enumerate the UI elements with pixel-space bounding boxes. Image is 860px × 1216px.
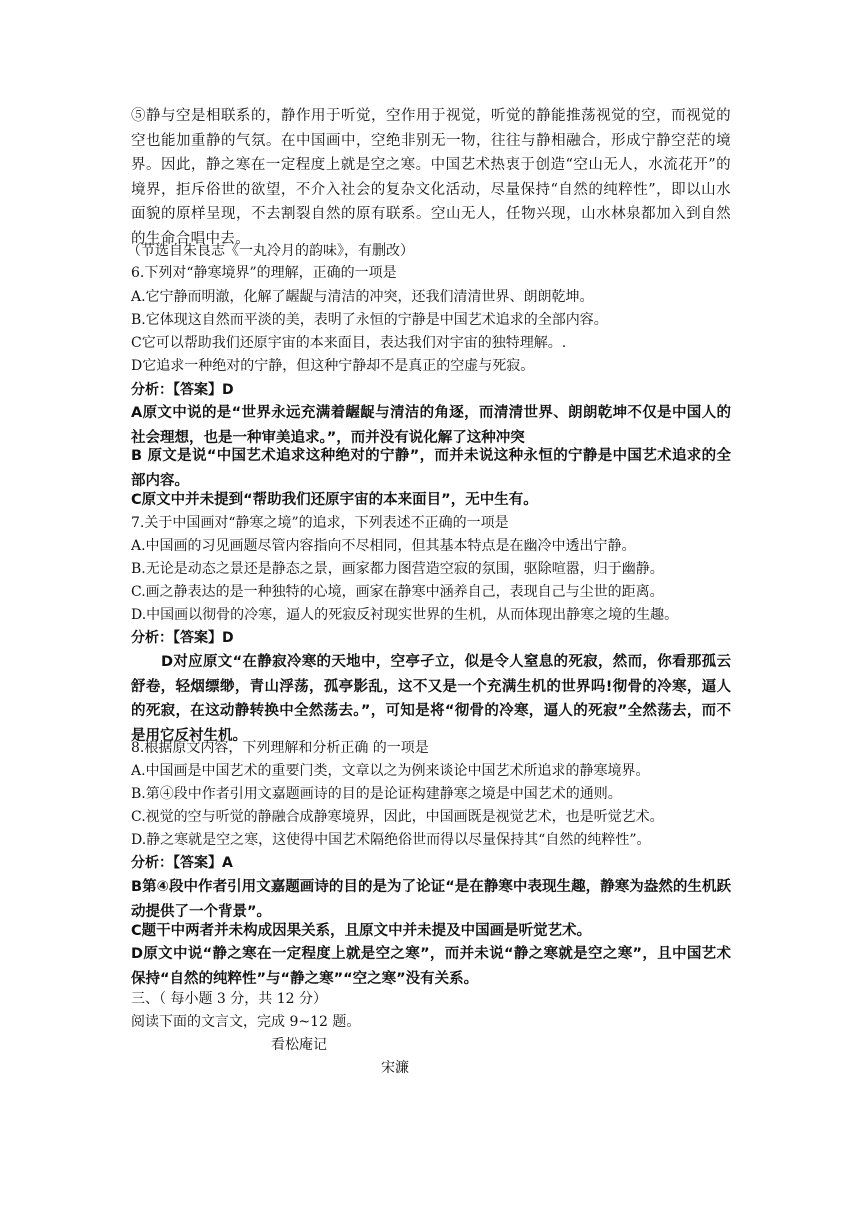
q6-analysis-a: A原文中说的是“世界永远充满着龌龊与清洁的角逐，而清清世界、朗朗乾坤不仅是中国人的社会理想，也是一种审美追求。”，而并没有说化解了这种冲突 [131,405,731,446]
section-3-heading: 三、（ 每小题 3 分，共 12 分） [131,991,327,1007]
q8-option-d: D.静之寒就是空之寒，这使得中国艺术隔绝俗世而得以尽量保持其“自然的纯粹性”。 [131,832,651,848]
q6-option-b: B.它体现这自然而平淡的美，表明了永恒的宁静是中国艺术追求的全部内容。 [131,312,608,328]
q6-option-a: A.它宁静而明澈，化解了龌龊与清洁的冲突，还我们清清世界、朗朗乾坤。 [131,289,594,305]
q8-option-b: B.第④段中作者引用文嘉题画诗的目的是论证构建静寒之境是中国艺术的通则。 [131,786,622,802]
passage-paragraph-5: ⑤静与空是相联系的，静作用于听觉，空作用于视觉，听觉的静能推荡视觉的空，而视觉的空也能加重静的气氛。在中国画中，空绝非别无一物，往往与静相融合，形成宁静空茫的境界。因此，静之寒在一定程度上就是空之寒。中国艺术热衷于创造“空山无人，水流花开”的境界，拒斥俗世的欲望，不介入社会的复杂文化活动，尽量保持“自然的纯粹性”，即以山水面貌的原样呈现，不去割裂自然的原有联系。空山无人，任物兴现，山水林泉都加入到自然的生命合唱中去。 [131,108,731,247]
q6-stem: 6.下列对“静寒境界”的理解，正确的一项是 [131,265,397,281]
passage-source: （节选自朱良志《一丸冷月的韵味》，有删改） [127,243,414,259]
q8-analysis-d: D原文中说“静之寒在一定程度上就是空之寒”，而并未说“静之寒就是空之寒”，且中国艺术保持“自然的纯粹性”与“静之寒”“空之寒”没有关系。 [131,946,731,987]
q6-option-c: C它可以帮助我们还原宇宙的本来面目，表达我们对宇宙的独特理解。. [131,335,567,351]
q6-analysis-c: C原文中并未提到“帮助我们还原宇宙的本来面目”，无中生有。 [131,492,538,508]
q7-option-c: C.画之静表达的是一种独特的心境，画家在静寒中涵养自己，表现自己与尘世的距离。 [131,584,664,600]
text-author: 宋濂 [381,1060,409,1076]
q7-option-a: A.中国画的习见画题尽管内容指向不尽相同，但其基本特点是在幽冷中透出宁静。 [131,538,636,554]
section-3-instruction: 阅读下面的文言文，完成 9~12 题。 [131,1014,361,1030]
q8-stem: 8.根据原文内容，下列理解和分析正确 的一项是 [131,740,429,756]
text-title: 看松庵记 [271,1037,327,1053]
q7-answer: 分析：【答案】D [131,630,234,646]
q8-analysis-b: B第④段中作者引用文嘉题画诗的目的是为了论证“是在静寒中表现生趣，静寒为盎然的生机跃动提供了一个背景”。 [131,879,731,920]
q8-option-c: C.视觉的空与听觉的静融合成静寒境界，因此，中国画既是视觉艺术，也是听觉艺术。 [131,809,664,825]
q7-option-d: D.中国画以彻骨的冷寒，逼人的死寂反衬现实世界的生机，从而体现出静寒之境的生趣。 [131,607,679,623]
q7-stem: 7.关于中国画对“静寒之境”的追求，下列表述不正确的一项是 [131,515,509,531]
q6-analysis-b: B 原文是说“中国艺术追求这种绝对的宁静”，而并未说这种永恒的宁静是中国艺术追求的全部内容。 [131,448,731,489]
q7-option-b: B.无论是动态之景还是静态之景，画家都力图营造空寂的氛围，驱除喧嚣，归于幽静。 [131,561,664,577]
q8-analysis-c: C题干中两者并未构成因果关系，且原文中并未提及中国画是听觉艺术。 [131,923,592,939]
q8-option-a: A.中国画是中国艺术的重要门类，文章以之为例来谈论中国艺术所追求的静寒境界。 [131,763,650,779]
q6-answer: 分析：【答案】D [131,382,234,398]
q8-answer: 分析：【答案】A [131,855,233,871]
q7-analysis-d: D对应原文“在静寂冷寒的天地中，空亭孑立，似是令人窒息的死寂，然而，你看那孤云舒卷，轻烟缥缈，青山浮荡，孤亭影乱，这不又是一个充满生机的世界吗!彻骨的冷寒，逼人的死寂，在这动静转换中全然荡去。”，可知是将“彻骨的冷寒，逼人的死寂”全然荡去，而不是用它反衬生机。 [131,654,732,744]
q6-option-d: D它追求一种绝对的宁静，但这种宁静却不是真正的空虚与死寂。 [131,358,535,374]
